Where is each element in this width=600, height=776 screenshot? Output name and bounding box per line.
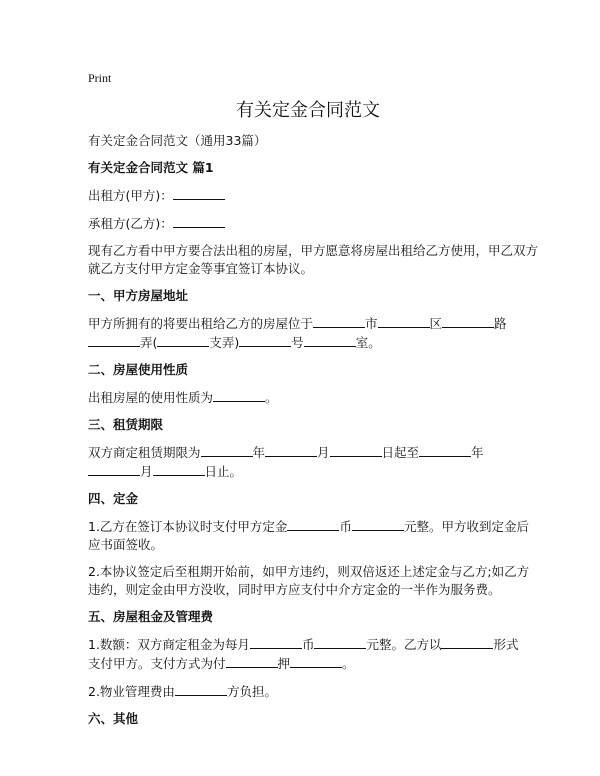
text-segment: 双方商定租赁期限为 [88, 445, 201, 460]
fill-in-blank [313, 314, 365, 328]
text-line [88, 214, 528, 233]
text-line [88, 536, 528, 554]
text-segment: 日止。 [204, 464, 243, 479]
paragraph [88, 517, 528, 554]
text-segment: 四、定金 [88, 491, 139, 506]
text-segment: 现有乙方看中甲方要合法出租的房屋，甲方愿意将房屋出租给乙方使用，甲乙双方 [88, 243, 539, 258]
paragraph [88, 563, 528, 599]
fill-in-blank [213, 388, 265, 402]
section-heading [88, 361, 528, 379]
text-line [88, 333, 528, 352]
text-segment: 。 [342, 656, 355, 671]
section-heading [88, 159, 528, 177]
section-heading [88, 287, 528, 305]
text-line [88, 462, 528, 481]
text-segment: 号 [291, 335, 304, 350]
text-segment: 路 [494, 316, 507, 331]
fill-in-blank [442, 314, 494, 328]
paragraph [88, 186, 528, 205]
text-segment: 。 [265, 390, 278, 405]
text-segment: 违约，则定金由甲方没收，同时甲方应支付中介方定金的一半作为服务费。 [88, 582, 501, 597]
section-heading [88, 490, 528, 508]
print-link[interactable]: Print [88, 71, 112, 85]
text-segment: 三、租赁期限 [88, 417, 164, 432]
text-line [88, 314, 528, 333]
fill-in-blank [419, 443, 471, 457]
paragraph [88, 132, 528, 150]
text-segment: 年 [252, 445, 266, 460]
paragraph [88, 242, 539, 278]
text-line [88, 710, 528, 728]
text-segment: 元整。甲方收到定金后 [403, 519, 529, 534]
fill-in-blank [314, 635, 366, 649]
text-segment: 就乙方支付甲方定金等事宜签订本协议。 [88, 261, 314, 276]
text-segment: 应书面签收。 [88, 537, 164, 552]
text-segment: 1.数额：双方商定租金为每月 [88, 637, 250, 652]
text-segment: 月 [140, 464, 153, 479]
text-segment: 出租方(甲方)： [88, 188, 173, 203]
fill-in-blank [441, 635, 493, 649]
text-segment: 二、房屋使用性质 [88, 362, 189, 377]
fill-in-blank [153, 462, 205, 476]
text-line [88, 388, 528, 407]
paragraph [88, 314, 528, 352]
fill-in-blank [239, 333, 291, 347]
text-segment: 室。 [355, 335, 381, 350]
text-segment: 币 [301, 637, 315, 652]
fill-in-blank [330, 443, 382, 457]
text-segment: 有关定金合同范文 篇1 [88, 160, 214, 175]
fill-in-blank [173, 214, 225, 228]
text-segment: 形式 [493, 637, 519, 652]
text-segment: 方负担。 [226, 684, 277, 699]
paragraph [88, 388, 528, 407]
fill-in-blank [157, 333, 209, 347]
text-segment: 承租方(乙方)： [88, 216, 173, 231]
section-heading [88, 608, 528, 626]
document-body [88, 132, 539, 728]
fill-in-blank [226, 654, 278, 668]
text-segment: 支付甲方。支付方式为付 [88, 656, 226, 671]
fill-in-blank [265, 443, 317, 457]
text-segment: 出租房屋的使用性质为 [88, 390, 214, 405]
text-line [88, 287, 528, 305]
text-line [88, 682, 528, 701]
text-segment: 押 [277, 656, 291, 671]
fill-in-blank [352, 517, 404, 531]
text-line [88, 159, 528, 177]
text-segment: 甲方所拥有的将要出租给乙方的房屋位于 [88, 316, 314, 331]
paragraph [88, 682, 528, 701]
fill-in-blank [378, 314, 430, 328]
text-line [88, 260, 528, 278]
text-segment: 2.物业管理费由 [88, 684, 175, 699]
text-line [88, 242, 539, 260]
text-line [88, 490, 528, 508]
text-line [88, 416, 528, 434]
text-line [88, 132, 528, 150]
fill-in-blank [88, 462, 140, 476]
paragraph [88, 443, 528, 481]
text-segment: 五、房屋租金及管理费 [88, 609, 214, 624]
fill-in-blank [88, 333, 140, 347]
text-segment: 币 [339, 519, 352, 534]
text-segment: 1.乙方在签订本协议时支付甲方定金 [88, 519, 288, 534]
text-line [88, 186, 528, 205]
section-heading [88, 710, 528, 728]
text-line [88, 635, 528, 654]
text-segment: 月 [317, 445, 330, 460]
text-segment: 元整。乙方以 [366, 637, 442, 652]
text-segment: 区 [429, 316, 443, 331]
paragraph [88, 214, 528, 233]
text-segment: 市 [365, 316, 378, 331]
text-line [88, 563, 528, 581]
fill-in-blank [250, 635, 302, 649]
fill-in-blank [173, 186, 225, 200]
text-line [88, 443, 528, 462]
text-line [88, 581, 528, 599]
text-segment: 支弄) [209, 335, 240, 350]
text-segment: 六、其他 [88, 711, 139, 726]
text-line [88, 361, 528, 379]
fill-in-blank [290, 654, 342, 668]
text-segment: 有关定金合同范文（通用33篇） [88, 133, 267, 148]
fill-in-blank [304, 333, 356, 347]
text-segment: 弄( [140, 335, 158, 350]
document-page [88, 70, 539, 737]
text-line [88, 654, 528, 673]
text-line [88, 517, 528, 536]
section-heading [88, 416, 528, 434]
text-line [88, 608, 528, 626]
document-title: 有关定金合同范文 [236, 100, 380, 121]
paragraph [88, 635, 528, 673]
fill-in-blank [287, 517, 339, 531]
fill-in-blank [175, 682, 227, 696]
text-segment: 2.本协议签定后至租期开始前，如甲方违约，则双倍返还上述定金与乙方;如乙方 [88, 564, 530, 579]
text-segment: 日起至 [381, 445, 420, 460]
text-segment: 年 [471, 445, 484, 460]
text-segment: 一、甲方房屋地址 [88, 288, 189, 303]
fill-in-blank [201, 443, 253, 457]
